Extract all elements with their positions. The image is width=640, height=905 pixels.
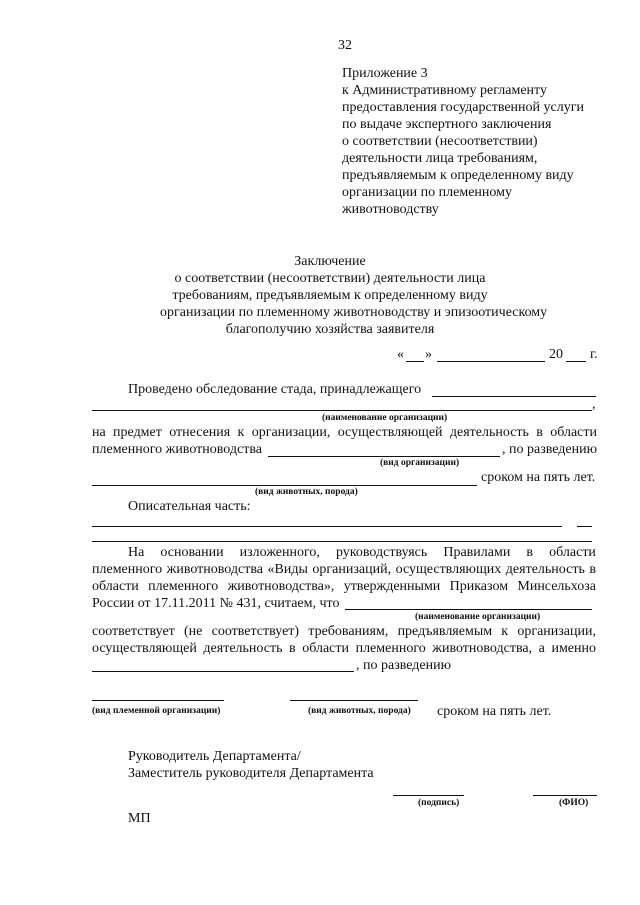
basis-word: На [128, 545, 145, 560]
title-line: благополучию хозяйства заявителя [225, 322, 435, 337]
caption-basis-org: (наименование организации) [415, 612, 541, 622]
appendix-line: организации по племенному [342, 185, 512, 200]
caption-org-type: (вид организации) [380, 458, 460, 468]
basis-line2: племенного животноводства «Виды организаций, осуществляющих деятельность в [92, 562, 596, 577]
title-line: требованиям, предъявляемым к определенному виду [172, 288, 488, 303]
descriptive-label: Описательная часть: [128, 499, 251, 514]
basis-activity-blank [92, 671, 354, 672]
appendix-line: к Административному регламенту [342, 83, 547, 98]
appendix-line: предъявляемым к определенному виду [342, 168, 574, 183]
title-line: Заключение [294, 254, 366, 269]
survey-comma: , [592, 397, 596, 412]
survey-line1: Проведено обследование стада, принадлежащего [128, 382, 422, 397]
descriptive-blank-1 [92, 526, 562, 527]
signature-blank [393, 795, 464, 796]
title-line: о соответствии (несоответствии) деятельности лица [174, 271, 486, 286]
basis-word: основании [160, 545, 224, 560]
signatory-line2: Заместитель руководителя Департамента [128, 766, 374, 781]
caption-name: (ФИО) [559, 798, 589, 808]
basis-word: области [549, 545, 596, 560]
caption-basis-animals: (вид животных, порода) [308, 706, 411, 716]
survey-line2: на предмет отнесения к организации, осуществляющей деятельность в области [92, 425, 597, 440]
basis-line6: осуществляющей деятельность в области племенного животноводства, а именно [92, 641, 596, 656]
basis-word: изложенного, [239, 545, 320, 560]
basis-word: руководствуясь [335, 545, 428, 560]
stamp-place: МП [128, 811, 151, 826]
name-blank [533, 795, 597, 796]
appendix-block [342, 65, 584, 218]
date-open-quote: « [397, 347, 404, 362]
title-line: организации по племенному животноводству и эпизоотическому [160, 305, 548, 320]
caption-animals: (вид животных, порода) [255, 487, 358, 497]
owner-blank [432, 396, 596, 397]
basis-line4: России от 17.11.2011 № 431, считаем, что [92, 596, 340, 611]
basis-animals-blank [290, 700, 418, 701]
appendix-line: предоставления государственной услуги [342, 100, 584, 115]
appendix-line: деятельности лица требованиям, [342, 151, 538, 166]
descriptive-blank-2 [92, 541, 592, 542]
survey-line3a: племенного животноводства [92, 442, 262, 457]
appendix-line: по выдаче экспертного заключения [342, 117, 552, 132]
descriptive-blank-1b [577, 526, 592, 527]
survey-line3b: , по разведению [502, 442, 598, 457]
date-year-blank [566, 361, 586, 362]
basis-line3: области племенного животноводства», утвержденными Приказом Минсельхоза [92, 579, 596, 594]
signatory-line1: Руководитель Департамента/ [128, 749, 301, 764]
page-number: 32 [338, 38, 352, 53]
basis-term: сроком на пять лет. [437, 704, 552, 719]
date-year-suffix: г. [590, 347, 598, 362]
date-year-prefix: 20 [549, 347, 563, 362]
caption-breeding-org: (вид племенной организации) [92, 706, 221, 716]
basis-org-blank [345, 609, 592, 610]
survey-term: сроком на пять лет. [481, 470, 596, 485]
date-day-blank [406, 361, 424, 362]
basis-line1 [128, 544, 596, 561]
date-close-quote: » [425, 347, 432, 362]
appendix-line: Приложение 3 [342, 66, 428, 81]
basis-line7: , по разведению [356, 658, 452, 673]
appendix-line: о соответствии (несоответствии) [342, 134, 538, 149]
org-name-blank [92, 410, 592, 411]
animals-blank [92, 485, 477, 486]
basis-word: в [526, 545, 534, 560]
caption-signature: (подпись) [418, 798, 460, 808]
appendix-line: животноводству [342, 202, 439, 217]
document-title [160, 253, 548, 338]
org-type-blank [268, 456, 500, 457]
basis-line5: соответствует (не соответствует) требованиям, предъявляемым к организации, [92, 624, 596, 639]
caption-org-name: (наименование организации) [322, 413, 448, 423]
date-month-blank [437, 361, 545, 362]
basis-word: Правилами [443, 545, 511, 560]
breeding-org-blank [92, 700, 224, 701]
